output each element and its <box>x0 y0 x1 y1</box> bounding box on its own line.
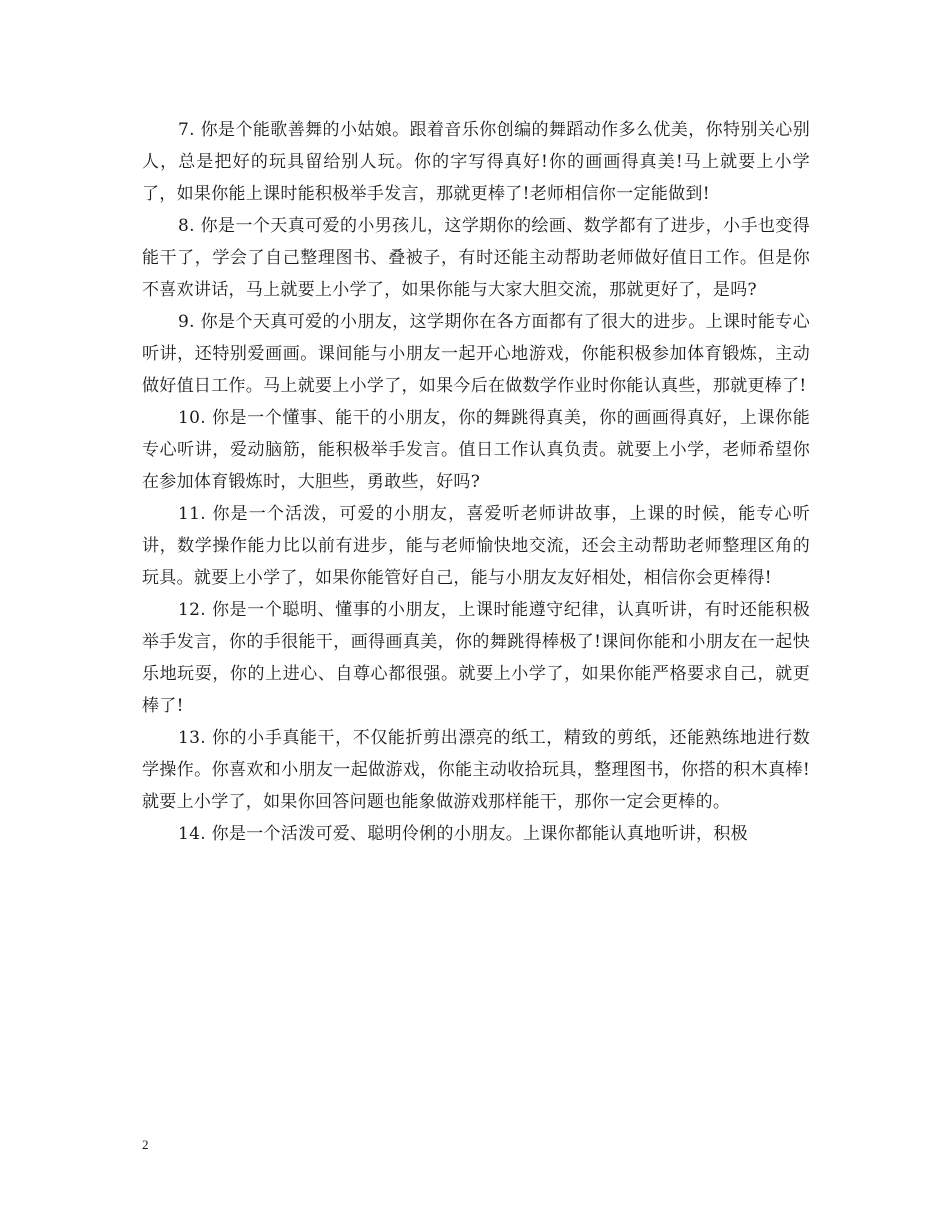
paragraph-7: 7. 你是个能歌善舞的小姑娘。跟着音乐你创编的舞蹈动作多么优美，你特别关心别人，总是把好的玩具留给别人玩。你的字写得真好!你的画画得真美!马上就要上小学了，如果你能上课时能积极举手发言，那就更棒了!老师相信你一定能做到! <box>142 120 810 204</box>
paragraph-11: 11. 你是一个活泼，可爱的小朋友，喜爱听老师讲故事，上课的时候，能专心听讲，数学操作能力比以前有进步，能与老师愉快地交流，还会主动帮助老师整理区角的玩具。就要上小学了，如果你能管好自己，能与小朋友友好相处，相信你会更棒得! <box>142 504 810 588</box>
paragraph-12: 12. 你是一个聪明、懂事的小朋友，上课时能遵守纪律，认真听讲，有时还能积极举手发言，你的手很能干，画得画真美，你的舞跳得棒极了!课间你能和小朋友在一起快乐地玩耍，你的上进心、自尊心都很强。就要上小学了，如果你能严格要求自己，就更棒了! <box>142 600 810 716</box>
paragraph-13: 13. 你的小手真能干，不仅能折剪出漂亮的纸工，精致的剪纸，还能熟练地进行数学操作。你喜欢和小朋友一起做游戏，你能主动收拾玩具，整理图书，你搭的积木真棒!就要上小学了，如果你回答问题也能象做游戏那样能干，那你一定会更棒的。 <box>142 728 810 812</box>
paragraph-14: 14. 你是一个活泼可爱、聪明伶俐的小朋友。上课你都能认真地听讲，积极 <box>178 824 748 844</box>
paragraph-9: 9. 你是个天真可爱的小朋友，这学期你在各方面都有了很大的进步。上课时能专心听讲，还特别爱画画。课间能与小朋友一起开心地游戏，你能积极参加体育锻炼，主动做好值日工作。马上就要上小学了，如果今后在做数学作业时你能认真些，那就更棒了! <box>142 312 810 396</box>
paragraph-8: 8. 你是一个天真可爱的小男孩儿，这学期你的绘画、数学都有了进步，小手也变得能干了，学会了自己整理图书、叠被子，有时还能主动帮助老师做好值日工作。但是你不喜欢讲话，马上就要上小学了，如果你能与大家大胆交流，那就更好了，是吗? <box>142 216 810 300</box>
document-body <box>142 114 810 850</box>
page-number: 2 <box>142 1137 149 1152</box>
paragraph-10: 10. 你是一个懂事、能干的小朋友，你的舞跳得真美，你的画画得真好，上课你能专心听讲，爱动脑筋，能积极举手发言。值日工作认真负责。就要上小学，老师希望你在参加体育锻炼时，大胆些，勇敢些，好吗? <box>142 408 810 492</box>
